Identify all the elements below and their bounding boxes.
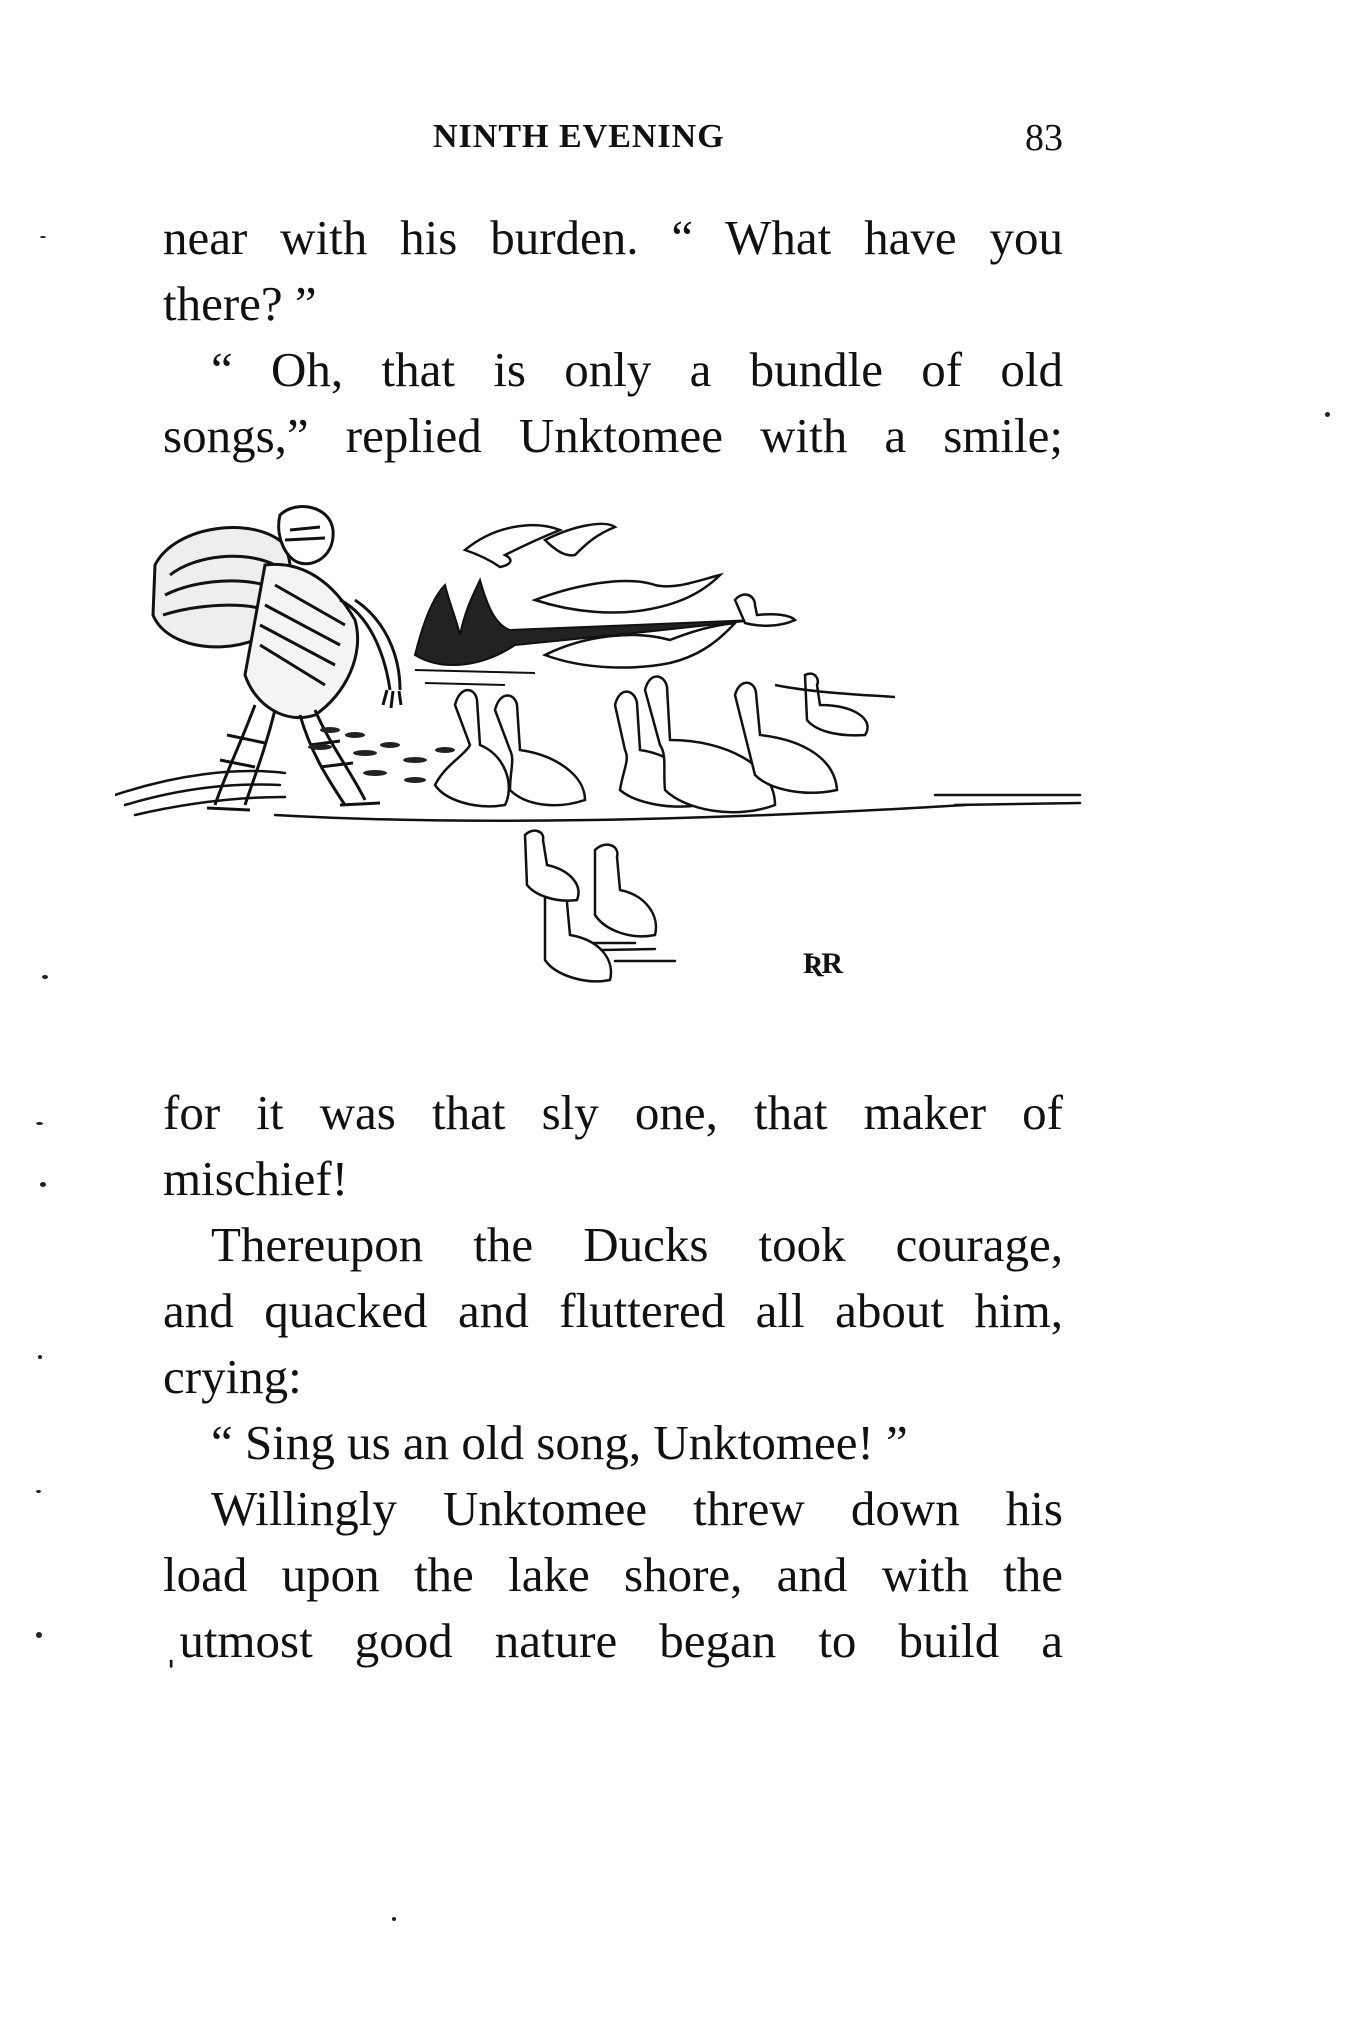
text-line: songs,” replied Unktomee with a smile; <box>163 408 1063 463</box>
text-line: and quacked and fluttered all about him, <box>163 1283 1063 1338</box>
text-line: “ Sing us an old song, Unktomee! ” <box>211 1415 908 1470</box>
text-line: load upon the lake shore, and with the <box>163 1547 1063 1602</box>
scan-speck <box>1325 412 1330 417</box>
text-line: there? ” <box>163 276 317 331</box>
illustrator-monogram: ƦR <box>803 947 843 980</box>
text-line: mischief! <box>163 1151 349 1206</box>
text-line: Thereupon the Ducks took courage, <box>211 1217 1063 1272</box>
scan-speck <box>36 1632 42 1638</box>
unktomee-figure <box>153 507 401 810</box>
footprints <box>308 727 455 783</box>
text-line: “ Oh, that is only a bundle of old <box>211 342 1063 397</box>
scan-speck <box>40 236 46 238</box>
scan-speck <box>38 1355 42 1359</box>
text-line: for it was that sly one, that maker of <box>163 1085 1063 1140</box>
text-line: crying: <box>163 1349 302 1404</box>
text-block-lower <box>163 1080 1063 1674</box>
scan-speck <box>36 1490 41 1493</box>
text-line: near with his burden. “ What have you <box>163 210 1063 265</box>
page-number: 83 <box>1025 117 1063 159</box>
running-head: NINTH EVENING <box>433 118 725 155</box>
text-block-upper <box>163 205 1063 469</box>
page-header <box>163 110 1063 170</box>
ink-illustration <box>115 505 1095 1050</box>
text-line: Willingly Unktomee threw down his <box>211 1481 1063 1536</box>
scan-speck <box>392 1917 396 1921</box>
scan-speck <box>40 1182 46 1187</box>
scan-speck <box>42 975 48 979</box>
scan-speck <box>36 1122 43 1125</box>
text-line: ˌutmost good nature began to build a <box>163 1613 1063 1668</box>
